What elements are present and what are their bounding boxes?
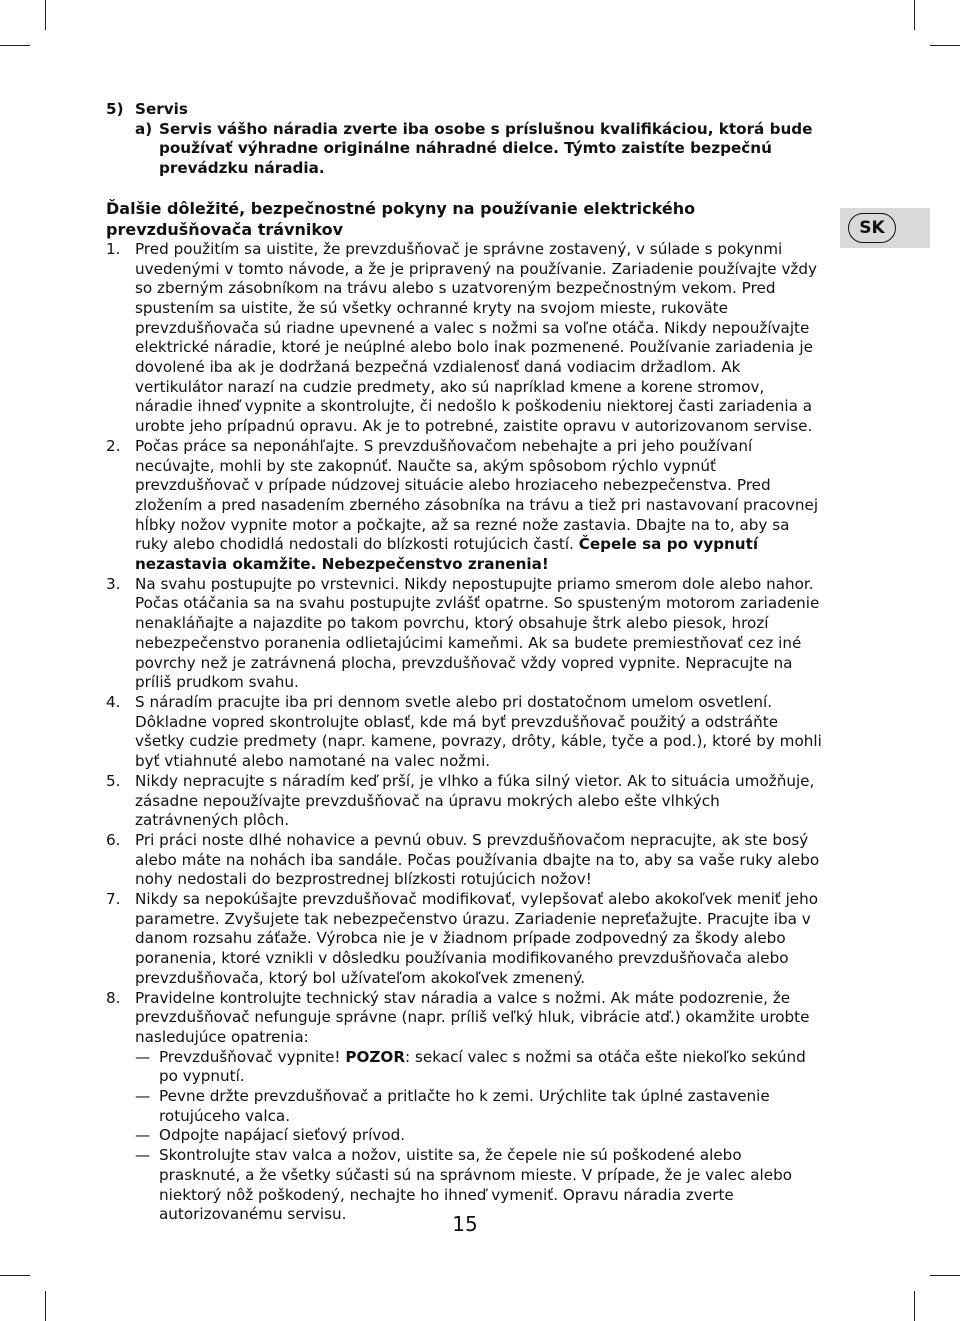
dash-item-post: : sekací valec s nožmi sa otáča ešte niekoľko sekúnd po vypnutí.: [159, 1047, 806, 1086]
crop-mark: [0, 45, 30, 46]
crop-mark: [45, 0, 46, 30]
dash-marker: —: [135, 1047, 151, 1066]
crop-mark: [930, 1275, 960, 1276]
list-item: [106, 240, 826, 437]
list-item-text: [135, 575, 826, 693]
dash-item-text: [159, 1048, 826, 1087]
list-item: [106, 831, 826, 890]
list-item-number: 7.: [106, 890, 121, 909]
list-item-number: 1.: [106, 239, 121, 258]
list-item-text: [135, 693, 826, 772]
safety-heading: Ďalšie dôležité, bezpečnostné pokyny na používanie elektrického prevzdušňovača trávnikov: [106, 198, 696, 239]
dash-item: [135, 1048, 826, 1087]
list-item-text: [135, 772, 826, 831]
dash-item-pre: Skontrolujte stav valca a nožov, uistite sa, že čepele nie sú poškodené alebo prasknuté, a že všetky súčasti sú na správnom mieste. V prípade, že je valec alebo niektorý nôž poškodený, nechajte ho ihneď vymeniť. Opravu náradia zverte autorizovanému servisu.: [159, 1146, 793, 1224]
crop-mark: [930, 45, 960, 46]
dash-item: [135, 1126, 826, 1146]
instruction-list: [106, 240, 826, 1048]
page-number: 15: [452, 1212, 478, 1236]
dash-marker: —: [135, 1087, 151, 1106]
sub-item-text: Servis vášho náradia zverte iba osobe s príslušnou kvalifikáciou, ktorá bude používať výhradne originálne náhradné dielce. Týmto zaistíte bezpečnú prevádzku náradia.: [159, 119, 813, 178]
list-item: [106, 890, 826, 989]
list-item-number: 4.: [106, 692, 121, 711]
dash-item-pre: Pevne držte prevzdušňovač a pritlačte ho k zemi. Urýchlite tak úplné zastavenie rotujúceho valca.: [159, 1087, 770, 1125]
list-item: [106, 772, 826, 831]
list-item: [106, 437, 826, 575]
list-item-body: Nikdy nepracujte s náradím keď prší, je vlhko a fúka silný vietor. Ak to situácia umožňuje, zásadne nepoužívajte prevzdušňovač na úpravu mokrých alebo ešte vlhkých zatrávnených plôch.: [135, 771, 815, 830]
list-item-body: Nikdy sa nepokúšajte prevzdušňovač modifikovať, vylepšovať alebo akokoľvek meniť jeho parametre. Zvyšujete tak nebezpečenstvo úrazu. Zariadenie nepreťažujte. Pracujte iba v danom rozsahu záťaže. Výrobca nie je v žiadnom prípade zodpovedný za škody alebo poranenia, ktoré vznikli v dôsledku používania modifikovaného prevzdušňovača alebo prevzdušňovača, ktorý bol užívateľom akokoľvek zmenený.: [135, 890, 819, 987]
dash-marker: —: [135, 1146, 151, 1165]
list-item-body: S náradím pracujte iba pri dennom svetle alebo pri dostatočnom umelom osvetlení. Dôkladne vopred skontrolujte oblasť, kde má byť prevzdušňovač použitý a odstráňte všetky cudzie predmety (napr. kamene, povrazy, drôty, káble, tyče a pod.), ktoré by mohli byť vtiahnuté alebo namotané na valec nožmi.: [135, 692, 822, 771]
language-code: SK: [848, 213, 896, 243]
dash-list: [106, 1048, 826, 1225]
list-item-body: Počas práce sa neponáhľajte. S prevzdušňovačom nebehajte a pri jeho používaní necúvajte, mohli by ste zakopnúť. Naučte sa, akým spôsobom rýchlo vypnúť prevzdušňovač v prípade núdzovej situácie alebo hroziaceho nebezpečenstva. Pred zložením a pred nasadením zberného zásobníka na trávu a tiež pri nastavovaní pracovnej hĺbky nožov vypnite motor a počkajte, až sa rezné nože zastavia. Dbajte na to, aby sa ruky alebo chodidlá nedostali do blízkosti rotujúcich častí.: [135, 436, 819, 554]
list-item-number: 3.: [106, 574, 121, 593]
list-item-number: 6.: [106, 830, 121, 849]
list-item: [106, 575, 826, 693]
list-item-body: Pred použitím sa uistite, že prevzdušňovač je správne zostavený, v súlade s pokynmi uvedenými v tomto návode, a že je pripravený na používanie. Zariadenie používajte vždy so zberným zásobníkom na trávu alebo s uzatvoreným bezpečnostným vekom. Pred spustením sa uistite, že sú všetky ochranné kryty na svojom mieste, rukoväte prevzdušňovača sú riadne upevnené a valec s nožmi sa voľne otáča. Nikdy nepoužívajte elektrické náradie, ktoré je neúplné alebo bolo inak pozmenené. Používanie zariadenia je dovolené iba ak je dodržaná bezpečná vzdialenosť daná vodiacim držadlom. Ak vertikulátor narazí na cudzie predmety, ako sú napríklad kmene a korene stromov, náradie ihneď vypnite a skontrolujte, či nedošlo k poškodeniu niektorej časti zariadenia a urobte jeho prípadnú opravu. Ak je to potrebné, zaistite opravu v autorizovanom servise.: [135, 239, 818, 436]
warning-text: Čepele sa po vypnutí nezastavia okamžite. Nebezpečenstvo zranenia!: [135, 535, 759, 574]
dash-item: [135, 1087, 826, 1126]
section-title: Servis: [135, 100, 188, 118]
crop-mark: [914, 0, 915, 30]
language-tab: [840, 208, 930, 248]
section-heading: [106, 100, 826, 120]
list-item-text: [135, 437, 826, 575]
dash-item-text: [159, 1087, 826, 1126]
main-content: [106, 100, 826, 1225]
crop-mark: [0, 1275, 30, 1276]
crop-mark: [45, 1291, 46, 1321]
list-item-body: Pri práci noste dlhé nohavice a pevnú obuv. S prevzdušňovačom nepracujte, ak ste bosý alebo máte na nohách iba sandále. Počas používania dbajte na to, aby sa vaše ruky alebo nohy nedostali do bezprostrednej blízkosti rotujúcich nožov!: [135, 830, 820, 889]
dash-item-pre: Odpojte napájací sieťový prívod.: [159, 1126, 406, 1145]
sub-item: [106, 120, 826, 179]
list-item-number: 2.: [106, 436, 121, 455]
list-item: [106, 989, 826, 1048]
list-item: [106, 693, 826, 772]
dash-item-text: [159, 1126, 826, 1146]
sub-item-label: a): [135, 119, 153, 138]
dash-item-pre: Prevzdušňovač vypnite!: [159, 1047, 346, 1066]
section-number: 5): [106, 100, 124, 118]
list-item-number: 5.: [106, 771, 121, 790]
dash-item-bold: POZOR: [345, 1047, 406, 1066]
list-item-text: [135, 240, 826, 437]
dash-marker: —: [135, 1126, 151, 1145]
list-item-body: Na svahu postupujte po vrstevnici. Nikdy nepostupujte priamo smerom dole alebo nahor. Počas otáčania sa na svahu postupujte zvlášť opatrne. So spusteným motorom zariadenie nenakláňajte a najazdite po takom povrchu, ktorý obsahuje štrk alebo piesok, hrozí nebezpečenstvo poranenia odlietajúcimi kameňmi. Ak sa budete premiestňovať cez iné povrchy než je zatrávnená plocha, prevzdušňovač vždy vopred vypnite. Nepracujte na príliš prudkom svahu.: [135, 574, 820, 692]
list-item-text: [135, 890, 826, 989]
dash-item-text: [159, 1146, 826, 1225]
list-item-text: [135, 831, 826, 890]
list-item-number: 8.: [106, 988, 121, 1007]
crop-mark: [914, 1291, 915, 1321]
list-item-text: [135, 989, 826, 1048]
list-item-body: Pravidelne kontrolujte technický stav náradia a valce s nožmi. Ak máte podozrenie, že prevzdušňovač nefunguje správne (napr. príliš veľký hluk, vibrácie atď.) okamžite urobte nasledujúce opatrenia:: [135, 988, 810, 1046]
